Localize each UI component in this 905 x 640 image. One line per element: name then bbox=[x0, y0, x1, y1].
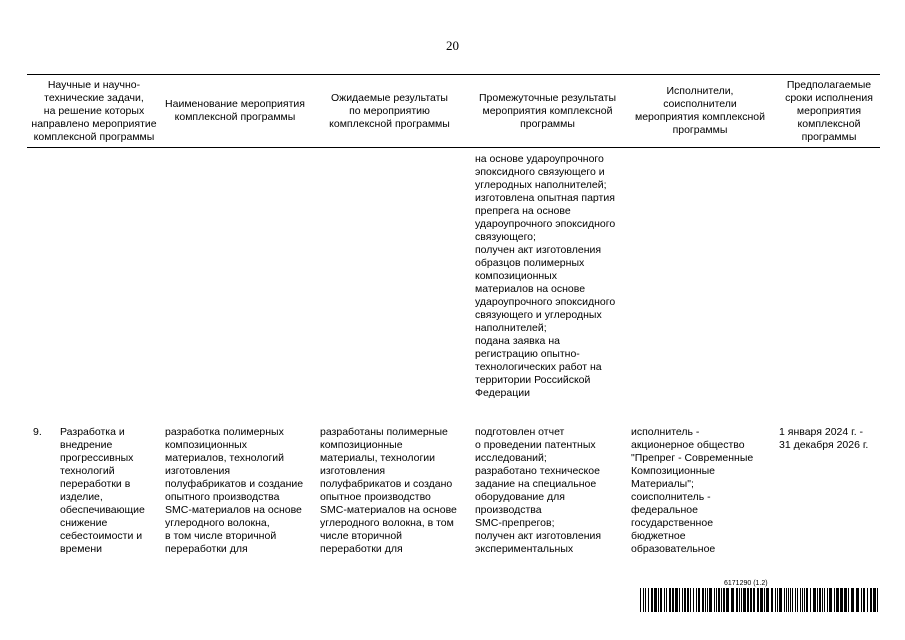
barcode-bar bbox=[731, 588, 734, 612]
header-line: Научные и научно- bbox=[47, 78, 141, 91]
barcode-bar bbox=[824, 588, 825, 612]
text-line: производства bbox=[475, 504, 542, 516]
barcode-label: 6171290 (1.2) bbox=[724, 580, 768, 587]
barcode-bar bbox=[739, 588, 740, 612]
header-line: программы bbox=[801, 130, 857, 143]
text-line: переработки для bbox=[165, 543, 248, 555]
barcode-bar bbox=[819, 588, 821, 612]
header-line: направлено мероприятие bbox=[31, 117, 157, 130]
text-line: опытное производство bbox=[320, 491, 431, 503]
text-line: прогрессивных bbox=[60, 452, 134, 464]
text-line: связующего; bbox=[475, 231, 536, 243]
barcode-bar bbox=[817, 588, 818, 612]
text-line: полуфабрикатов и создание bbox=[165, 478, 304, 490]
barcode-bar bbox=[698, 588, 700, 612]
barcode-bar bbox=[856, 588, 859, 612]
barcode-bar bbox=[660, 588, 662, 612]
table-header-border bbox=[27, 147, 880, 148]
barcode-bar bbox=[848, 588, 849, 612]
barcode-bar bbox=[709, 588, 712, 612]
text-line: Федерации bbox=[475, 387, 530, 399]
barcode-bar bbox=[669, 588, 671, 612]
header-line: мероприятия комплексной bbox=[635, 111, 765, 123]
header-line: по мероприятию bbox=[349, 104, 430, 117]
barcode-bar bbox=[861, 588, 862, 612]
barcode-bar bbox=[721, 588, 722, 612]
barcode-bar bbox=[679, 588, 680, 612]
barcode-bar bbox=[777, 588, 778, 612]
barcode-bar bbox=[693, 588, 694, 612]
text-line: территории Российской bbox=[475, 374, 591, 386]
text-line: композиционных bbox=[165, 439, 247, 451]
text-line: акционерное общество bbox=[631, 439, 745, 451]
barcode-bar bbox=[834, 588, 835, 612]
row-task bbox=[60, 426, 145, 556]
barcode-bar bbox=[867, 588, 868, 612]
barcode-bar bbox=[873, 588, 876, 612]
text-line: Материалы"; bbox=[631, 478, 694, 490]
barcode-bar bbox=[684, 588, 686, 612]
barcode-bar bbox=[822, 588, 823, 612]
text-line: бюджетное bbox=[631, 530, 686, 542]
text-line: федеральное bbox=[631, 504, 698, 516]
text-line: материалов, технологий bbox=[165, 452, 285, 464]
barcode-bar bbox=[802, 588, 803, 612]
text-line: удароупрочного эпоксидного bbox=[475, 296, 616, 308]
barcode-bar bbox=[645, 588, 646, 612]
header-line: Ожидаемые результаты bbox=[331, 91, 448, 104]
header-line: сроки исполнения bbox=[785, 91, 873, 104]
text-line: на основе удароупрочного bbox=[475, 153, 604, 165]
text-line: удароупрочного эпоксидного bbox=[475, 218, 616, 230]
text-line: разработка полимерных bbox=[165, 426, 284, 438]
text-line: экспериментальных bbox=[475, 543, 574, 555]
barcode-bar bbox=[707, 588, 708, 612]
text-line: 31 декабря 2026 г. bbox=[779, 439, 869, 451]
text-line: 1 января 2024 г. - bbox=[779, 426, 864, 438]
barcode-bar bbox=[775, 588, 776, 612]
barcode-bar bbox=[786, 588, 787, 612]
row-intermediate-results bbox=[475, 426, 601, 556]
header-line: программы bbox=[520, 117, 575, 130]
barcode-bar bbox=[779, 588, 782, 612]
barcode-bar bbox=[836, 588, 839, 612]
barcode-bar bbox=[654, 588, 657, 612]
text-line: связующего и углеродных bbox=[475, 309, 602, 321]
text-line: обеспечивающие bbox=[60, 504, 145, 516]
text-line: изготовлена опытная партия bbox=[475, 192, 615, 204]
text-line: SMC-материалов на основе bbox=[165, 504, 302, 516]
barcode-bar bbox=[877, 588, 878, 612]
text-line: числе вторичной bbox=[320, 530, 403, 542]
barcode-bar bbox=[648, 588, 649, 612]
header-expected-results bbox=[312, 76, 467, 146]
text-line: о проведении патентных bbox=[475, 439, 596, 451]
header-deadlines bbox=[776, 76, 882, 146]
text-line: государственное bbox=[631, 517, 714, 529]
row-deadlines bbox=[779, 426, 868, 452]
header-line: технические задачи, bbox=[44, 91, 144, 104]
text-line: изготовления bbox=[320, 465, 386, 477]
barcode-bar bbox=[784, 588, 785, 612]
text-line: времени bbox=[60, 543, 102, 555]
row-executors bbox=[631, 426, 753, 556]
header-line: Наименование мероприятия bbox=[165, 98, 305, 110]
barcode-bar bbox=[753, 588, 755, 612]
text-line: задание на специальное bbox=[475, 478, 597, 490]
header-line: программы bbox=[672, 124, 728, 136]
text-line: переработки для bbox=[320, 543, 403, 555]
barcode-bar bbox=[827, 588, 828, 612]
header-line: комплексной программы bbox=[33, 130, 155, 143]
text-line: материалов на основе bbox=[475, 283, 586, 295]
barcode-bar bbox=[675, 588, 678, 612]
text-line: изготовления bbox=[165, 465, 231, 477]
header-executors bbox=[626, 76, 774, 146]
header-activity bbox=[160, 76, 310, 146]
barcode-bar bbox=[705, 588, 706, 612]
barcode-bar bbox=[795, 588, 796, 612]
barcode-bar bbox=[771, 588, 773, 612]
barcode-bar bbox=[797, 588, 798, 612]
barcode-bar bbox=[829, 588, 832, 612]
text-line: препрега на основе bbox=[475, 205, 571, 217]
barcode-bar bbox=[687, 588, 689, 612]
barcode-bar bbox=[870, 588, 872, 612]
text-line: образцов полимерных bbox=[475, 257, 585, 269]
header-line: мероприятия комплексной bbox=[482, 104, 613, 117]
barcode-bar bbox=[790, 588, 791, 612]
text-line: получен акт изготовления bbox=[475, 530, 602, 542]
continuation-intermediate-results bbox=[475, 153, 615, 400]
barcode-bar bbox=[792, 588, 793, 612]
header-line: мероприятия bbox=[796, 104, 862, 117]
text-line: углеродного волокна, в том bbox=[320, 517, 454, 529]
barcode-bar bbox=[718, 588, 720, 612]
text-line: технологических работ на bbox=[475, 361, 602, 373]
header-tasks bbox=[30, 76, 158, 146]
barcode-bar bbox=[690, 588, 691, 612]
barcode-bar bbox=[743, 588, 746, 612]
text-line: "Препрег - Современные bbox=[631, 452, 754, 464]
barcode-bar bbox=[764, 588, 765, 612]
barcode-bar bbox=[723, 588, 725, 612]
text-line: получен акт изготовления bbox=[475, 244, 602, 256]
barcode-bar bbox=[664, 588, 665, 612]
text-line: Разработка и bbox=[60, 426, 125, 438]
text-line: подготовлен отчет bbox=[475, 426, 565, 438]
text-line: технологий bbox=[60, 465, 115, 477]
text-line: изделие, bbox=[60, 491, 103, 503]
barcode-bar bbox=[651, 588, 653, 612]
text-line: в том числе вторичной bbox=[165, 530, 277, 542]
header-line: комплексной программы bbox=[329, 117, 450, 130]
barcode-bar bbox=[844, 588, 847, 612]
barcode-bar bbox=[666, 588, 667, 612]
barcode-bar bbox=[806, 588, 808, 612]
text-line: себестоимости и bbox=[60, 530, 143, 542]
text-line: разработаны полимерные bbox=[320, 426, 448, 438]
text-line: подана заявка на bbox=[475, 335, 560, 347]
row-activity bbox=[165, 426, 303, 556]
barcode-bar bbox=[672, 588, 674, 612]
header-line: Промежуточные результаты bbox=[478, 91, 617, 104]
barcode-bar bbox=[750, 588, 752, 612]
text-line: композиционные bbox=[320, 439, 403, 451]
barcode-bar bbox=[741, 588, 742, 612]
header-line: комплексной программы bbox=[174, 111, 296, 123]
table-top-border bbox=[27, 74, 880, 75]
page-number: 20 bbox=[446, 38, 459, 53]
barcode bbox=[640, 588, 880, 612]
header-line: на решение которых bbox=[43, 104, 145, 117]
text-line: Композиционные bbox=[631, 465, 715, 477]
barcode-bar bbox=[716, 588, 717, 612]
text-line: образовательное bbox=[631, 543, 716, 555]
text-line: снижение bbox=[60, 517, 108, 529]
barcode-bar bbox=[658, 588, 659, 612]
barcode-bar bbox=[682, 588, 683, 612]
barcode-bar bbox=[643, 588, 644, 612]
header-line: комплексной bbox=[797, 117, 861, 130]
barcode-bar bbox=[804, 588, 805, 612]
header-intermediate-results bbox=[470, 76, 625, 146]
barcode-bar bbox=[800, 588, 801, 612]
text-line: SMC-препрегов; bbox=[475, 517, 555, 529]
header-line: соисполнители bbox=[663, 98, 737, 110]
text-line: SMC-материалов на основе bbox=[320, 504, 457, 516]
text-line: внедрение bbox=[60, 439, 113, 451]
text-line: соисполнитель - bbox=[631, 491, 711, 503]
text-line: эпоксидного связующего и bbox=[475, 166, 605, 178]
text-line: композиционных bbox=[475, 270, 557, 282]
text-line: материалы, технологии bbox=[320, 452, 436, 464]
text-line: оборудование для bbox=[475, 491, 565, 503]
header-line: Предполагаемые bbox=[786, 78, 872, 91]
text-line: углеродных наполнителей; bbox=[475, 179, 607, 191]
barcode-bar bbox=[726, 588, 729, 612]
row-expected-results bbox=[320, 426, 457, 556]
text-line: наполнителей; bbox=[475, 322, 547, 334]
barcode-bar bbox=[757, 588, 759, 612]
barcode-bar bbox=[760, 588, 763, 612]
text-line: углеродного волокна, bbox=[165, 517, 270, 529]
row-number: 9. bbox=[33, 426, 42, 438]
barcode-bar bbox=[736, 588, 738, 612]
barcode-bar bbox=[810, 588, 811, 612]
barcode-bar bbox=[813, 588, 816, 612]
barcode-bar bbox=[714, 588, 715, 612]
text-line: опытного производства bbox=[165, 491, 280, 503]
barcode-bar bbox=[696, 588, 697, 612]
text-line: переработки в bbox=[60, 478, 131, 490]
text-line: исполнитель - bbox=[631, 426, 700, 438]
text-line: разработано техническое bbox=[475, 465, 600, 477]
barcode-bar bbox=[788, 588, 789, 612]
header-line: Исполнители, bbox=[666, 85, 734, 97]
barcode-bar bbox=[851, 588, 854, 612]
barcode-bar bbox=[702, 588, 704, 612]
text-line: регистрацию опытно- bbox=[475, 348, 580, 360]
text-line: полуфабрикатов и создано bbox=[320, 478, 453, 490]
barcode-bar bbox=[640, 588, 641, 612]
text-line: исследований; bbox=[475, 452, 547, 464]
barcode-bar bbox=[840, 588, 843, 612]
barcode-bar bbox=[863, 588, 865, 612]
barcode-bar bbox=[747, 588, 749, 612]
barcode-bar bbox=[766, 588, 769, 612]
